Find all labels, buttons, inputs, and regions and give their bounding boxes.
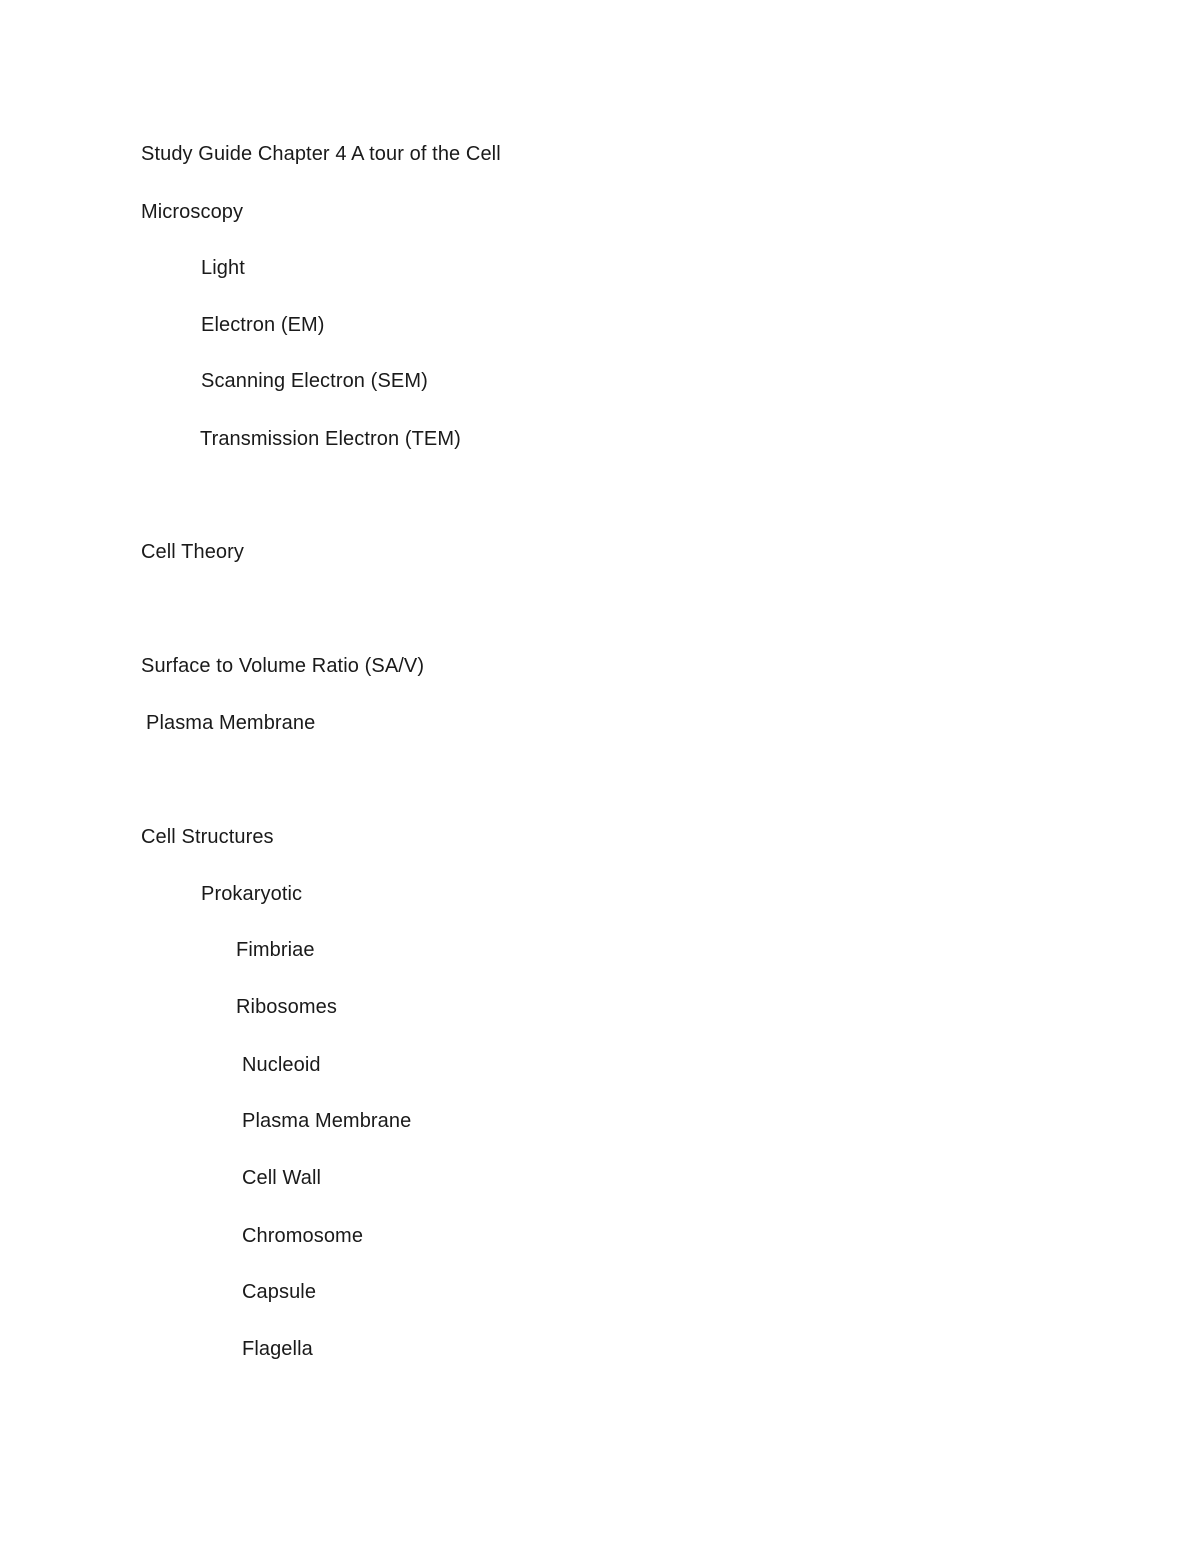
microscopy-heading: Microscopy — [141, 201, 244, 223]
microscopy-item-sem: Scanning Electron (SEM) — [201, 370, 428, 392]
plasma-membrane-heading: Plasma Membrane — [146, 712, 316, 734]
sa-v-heading: Surface to Volume Ratio (SA/V) — [141, 655, 425, 677]
cell-theory-heading: Cell Theory — [141, 541, 244, 563]
document-title: Study Guide Chapter 4 A tour of the Cell — [141, 143, 501, 165]
prokaryotic-item-ribosomes: Ribosomes — [236, 996, 337, 1018]
prokaryotic-item-fimbriae: Fimbriae — [236, 939, 315, 961]
prokaryotic-item-cell-wall: Cell Wall — [242, 1167, 322, 1189]
prokaryotic-label: Prokaryotic — [201, 883, 303, 905]
microscopy-item-em: Electron (EM) — [201, 314, 325, 336]
cell-structures-heading: Cell Structures — [141, 826, 274, 848]
prokaryotic-item-flagella: Flagella — [242, 1338, 313, 1360]
microscopy-item-tem: Transmission Electron (TEM) — [200, 428, 461, 450]
microscopy-item-light: Light — [201, 257, 245, 279]
prokaryotic-item-chromosome: Chromosome — [242, 1225, 364, 1247]
prokaryotic-item-plasma-membrane: Plasma Membrane — [242, 1110, 412, 1132]
prokaryotic-item-capsule: Capsule — [242, 1281, 317, 1303]
prokaryotic-item-nucleoid: Nucleoid — [242, 1054, 321, 1076]
